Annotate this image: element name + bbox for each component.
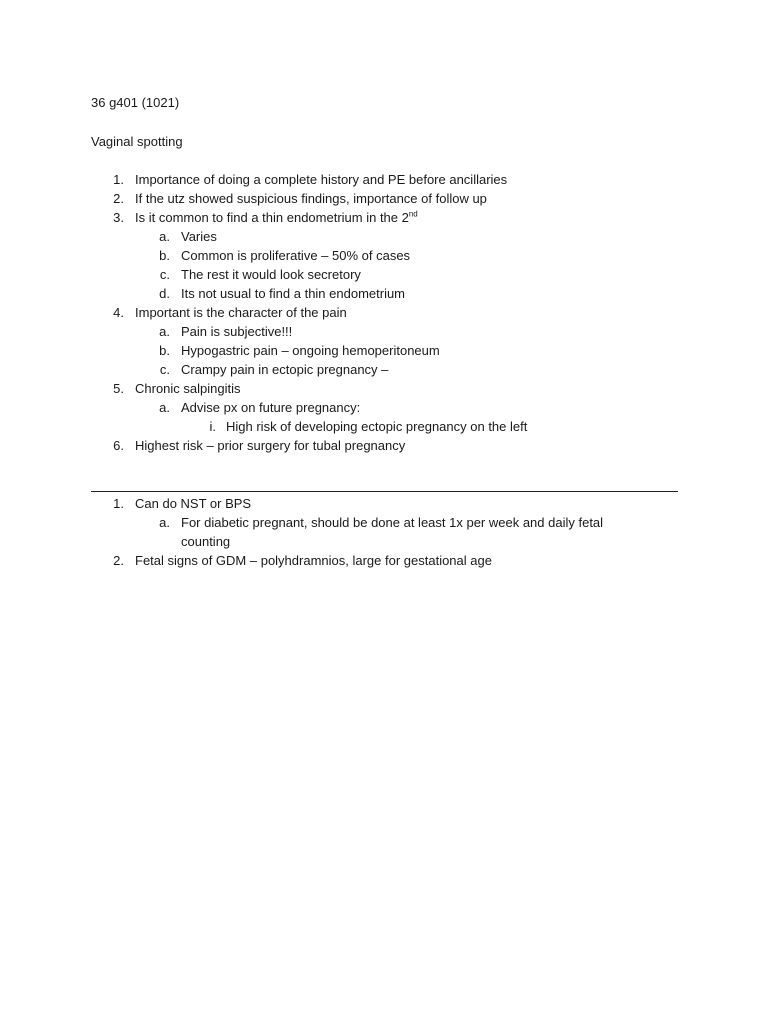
list-item-text: Can do NST or BPS	[135, 496, 252, 511]
list-marker: 2.	[113, 553, 124, 568]
list-subitem-text: Pain is subjective!!!	[181, 324, 293, 339]
list-marker: a.	[159, 324, 170, 339]
list-marker: 1.	[113, 172, 124, 187]
list-item-text: If the utz showed suspicious findings, importance of follow up	[135, 191, 487, 206]
document-subtitle: Vaginal spotting	[91, 134, 183, 149]
list-subitem-text: Its not usual to find a thin endometrium	[181, 286, 406, 301]
list-marker: a.	[159, 229, 170, 244]
list-item-text: Is it common to find a thin endometrium in the 2	[135, 210, 409, 225]
list-subitem-text: Common is proliferative – 50% of cases	[181, 248, 411, 263]
list-subitem-text: Hypogastric pain – ongoing hemoperitoneum	[181, 343, 440, 358]
list-subitem-text: Advise px on future pregnancy:	[181, 400, 361, 415]
list-subitem-text: The rest it would look secretory	[181, 267, 361, 282]
list-item-text: Chronic salpingitis	[135, 381, 241, 396]
list-marker: d.	[159, 286, 170, 301]
list-marker: 5.	[113, 381, 124, 396]
horizontal-divider	[91, 491, 678, 492]
list-marker: c.	[159, 362, 170, 377]
list-item-text: Fetal signs of GDM – polyhdramnios, large for gestational age	[135, 553, 492, 568]
list-item-text: Importance of doing a complete history and PE before ancillaries	[135, 172, 508, 187]
list-item-text-with-superscript	[135, 208, 418, 227]
document-title: 36 g401 (1021)	[91, 95, 180, 110]
list-marker: b.	[159, 343, 170, 358]
list-item-text: Important is the character of the pain	[135, 305, 347, 320]
list-marker: 3.	[113, 210, 124, 225]
ordinal-superscript: nd	[408, 209, 418, 219]
list-marker: 2.	[113, 191, 124, 206]
list-item-text: Highest risk – prior surgery for tubal pregnancy	[135, 438, 406, 453]
list-subitem-text: Varies	[181, 229, 217, 244]
list-marker: i.	[209, 419, 216, 434]
list-marker: a.	[159, 515, 170, 530]
list-marker: a.	[159, 400, 170, 415]
list-marker: b.	[159, 248, 170, 263]
list-subitem-text-continuation: counting	[181, 534, 231, 549]
list-marker: 1.	[113, 496, 124, 511]
list-subsubitem-text: High risk of developing ectopic pregnancy on the left	[226, 419, 528, 434]
list-subitem-text: For diabetic pregnant, should be done at least 1x per week and daily fetal	[181, 515, 604, 530]
list-subitem-text: Crampy pain in ectopic pregnancy –	[181, 362, 389, 377]
list-marker: 6.	[113, 438, 124, 453]
list-marker: c.	[159, 267, 170, 282]
list-marker: 4.	[113, 305, 124, 320]
